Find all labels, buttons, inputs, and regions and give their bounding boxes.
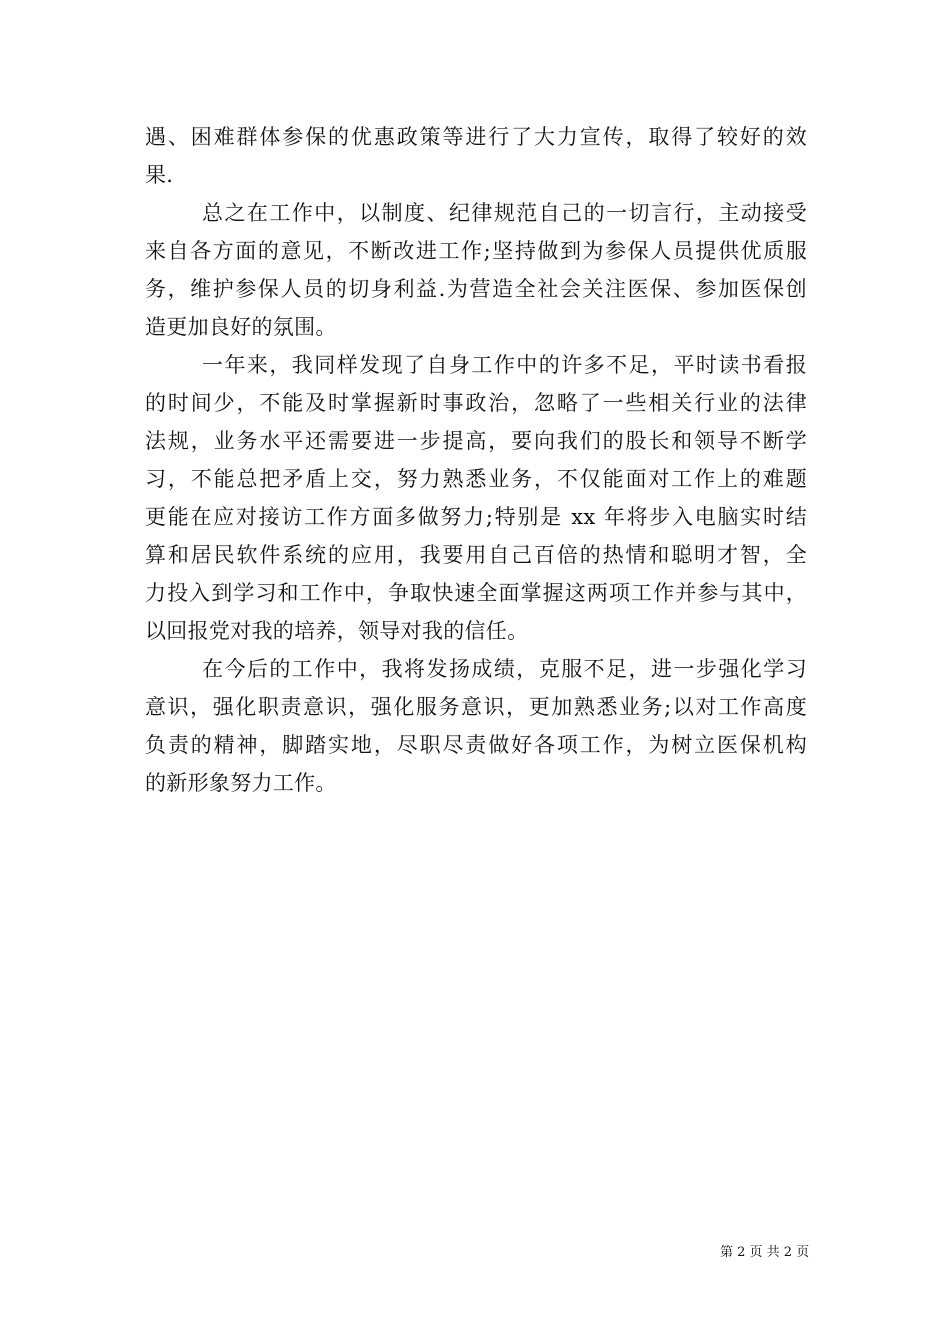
text-line: 遇、困难群体参保的优惠政策等进行了大力宣传，取得了较好的效	[145, 125, 807, 149]
text-line: 更能在应对接访工作方面多做努力;特别是 xx 年将步入电脑实时结	[145, 505, 807, 529]
text-line: 力投入到学习和工作中，争取快速全面掌握这两项工作并参与其中，	[145, 581, 807, 605]
text-line: 务，维护参保人员的切身利益.为营造全社会关注医保、参加医保创	[145, 277, 807, 301]
document-body	[145, 118, 807, 802]
text-line: 负责的精神，脚踏实地，尽职尽责做好各项工作，为树立医保机构	[145, 733, 807, 757]
text-line: 算和居民软件系统的应用，我要用自己百倍的热情和聪明才智，全	[145, 543, 807, 567]
text-line: 法规，业务水平还需要进一步提高，要向我们的股长和领导不断学	[145, 429, 807, 453]
text-line: 意识，强化职责意识，强化服务意识，更加熟悉业务;以对工作高度	[145, 695, 807, 719]
text-line: 的时间少，不能及时掌握新时事政治，忽略了一些相关行业的法律	[145, 391, 807, 415]
text-line: 果.	[145, 163, 174, 187]
text-line: 造更加良好的氛围。	[145, 315, 337, 339]
text-line: 习，不能总把矛盾上交，努力熟悉业务，不仅能面对工作上的难题	[145, 467, 807, 491]
text-line: 在今后的工作中，我将发扬成绩，克服不足，进一步强化学习	[202, 657, 807, 681]
text-line: 来自各方面的意见，不断改进工作;坚持做到为参保人员提供优质服	[145, 239, 807, 263]
text-line: 以回报党对我的培养，领导对我的信任。	[145, 619, 529, 643]
text-line: 一年来，我同样发现了自身工作中的许多不足，平时读书看报	[202, 353, 807, 377]
text-line: 的新形象努力工作。	[145, 771, 337, 795]
page-footer: 第 2 页 共 2 页	[720, 1245, 810, 1260]
text-line: 总之在工作中，以制度、纪律规范自己的一切言行，主动接受	[202, 201, 807, 225]
